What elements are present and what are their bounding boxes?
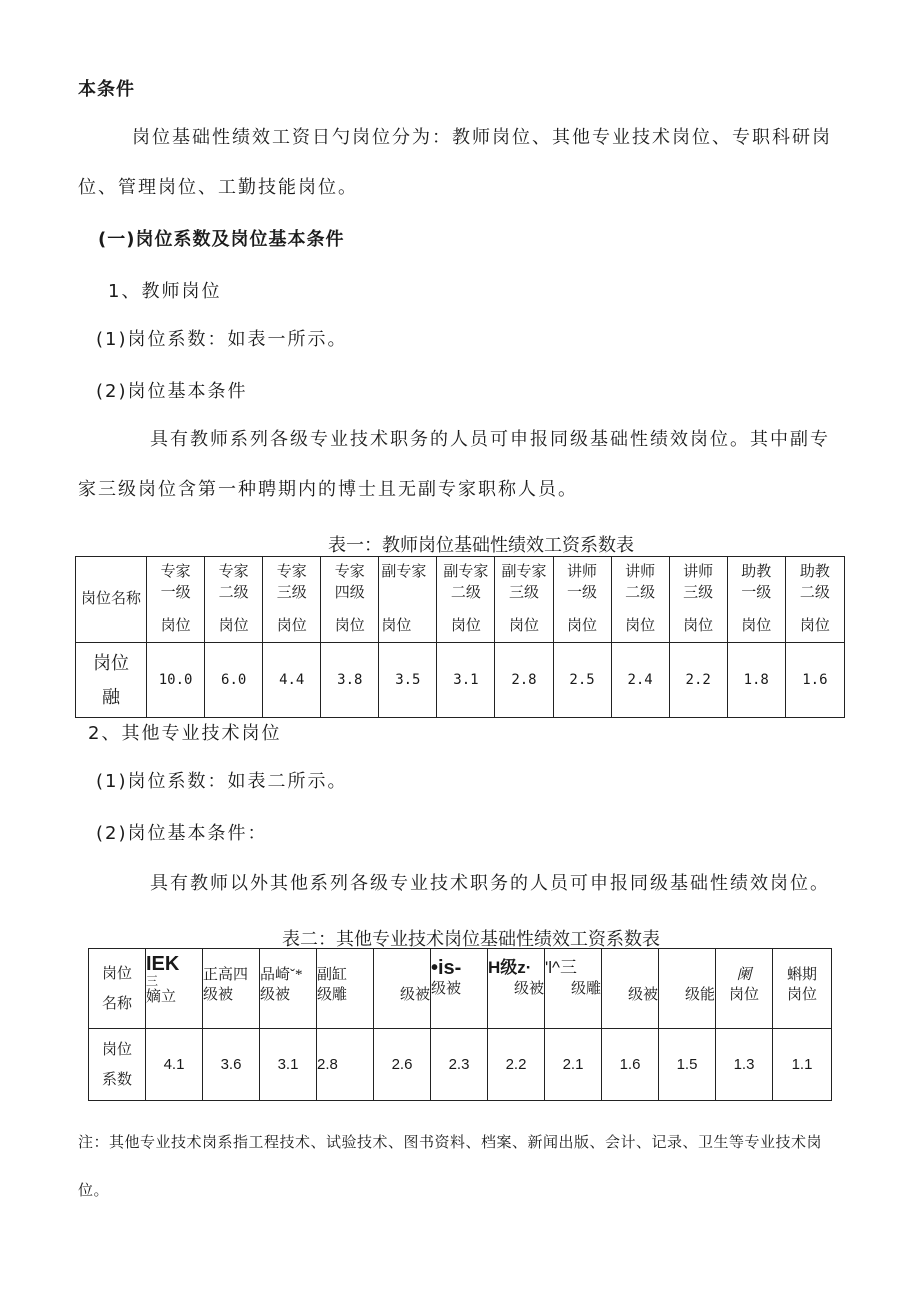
subsection-2-title: 2、其他专业技术岗位 (88, 723, 282, 744)
table-1-col-header: 专家 三级 岗位 (263, 557, 321, 643)
table-1-col-header: 助教 二级 岗位 (785, 557, 844, 643)
table-2-value-cell: 1.6 (602, 1029, 659, 1101)
table-2-col-header: 级被 (602, 949, 659, 1029)
table-2-value-cell: 2.1 (545, 1029, 602, 1101)
table-1-value-row (76, 643, 845, 718)
table-2-col-header: 'l^三 级雕 (545, 949, 602, 1029)
table-1-col-header: 专家 四级 岗位 (321, 557, 379, 643)
table-1-value-cell: 2.4 (611, 643, 669, 718)
table-2-value-label: 岗位 系数 (89, 1029, 146, 1101)
table-2-value-cell: 2.2 (488, 1029, 545, 1101)
table-1-value-cell: 3.1 (437, 643, 495, 718)
intro-paragraph-line-2: 位、管理岗位、工勤技能岗位。 (78, 177, 358, 198)
table-2-col-header: 阑 岗位 (716, 949, 773, 1029)
table-2-col-header: IEK 三 嫡立 (146, 949, 203, 1029)
table-1-col-header: 讲师 二级 岗位 (611, 557, 669, 643)
table-2-value-cell: 3.1 (260, 1029, 317, 1101)
table-1-col-header: 讲师 一级 岗位 (553, 557, 611, 643)
table-1-value-cell: 2.5 (553, 643, 611, 718)
table-1-col-header: 助教 一级 岗位 (727, 557, 785, 643)
table-1-row-header: 岗位名称 (76, 557, 147, 643)
table-2-row-header: 岗位 名称 (89, 949, 146, 1029)
footnote-line-1: 注：其他专业技术岗系指工程技术、试验技术、图书资料、档案、新闻出版、会计、记录、卫生等专业技术岗 (78, 1135, 823, 1151)
subsection-2-coefficient: (1)岗位系数：如表二所示。 (96, 771, 348, 792)
table-2-value-cell: 1.1 (773, 1029, 832, 1101)
subsection-1-coefficient: (1)岗位系数：如表一所示。 (96, 329, 348, 350)
table-1-value-cell: 6.0 (205, 643, 263, 718)
table-1-caption: 表一：教师岗位基础性绩效工资系数表 (328, 535, 634, 555)
table-2-value-cell: 2.8 (317, 1029, 374, 1101)
table-2-value-cell: 1.3 (716, 1029, 773, 1101)
table-2-col-header: 副缸 级雕 (317, 949, 374, 1029)
table-2-value-cell: 2.6 (374, 1029, 431, 1101)
table-2-value-cell: 2.3 (431, 1029, 488, 1101)
subsection-1-body-line-1: 具有教师系列各级专业技术职务的人员可申报同级基础性绩效岗位。其中副专 (150, 429, 830, 450)
table-2-col-header: •is- 级被 (431, 949, 488, 1029)
table-2-value-row (89, 1029, 832, 1101)
subsection-1-conditions-title: (2)岗位基本条件 (96, 381, 248, 402)
table-1-col-header: 副专家 岗位 (379, 557, 437, 643)
table-2-header-row (89, 949, 832, 1029)
subsection-2-body: 具有教师以外其他系列各级专业技术职务的人员可申报同级基础性绩效岗位。 (150, 873, 830, 894)
table-1-header-row (76, 557, 845, 643)
table-1-value-cell: 2.8 (495, 643, 553, 718)
table-2-col-header: 级被 (374, 949, 431, 1029)
subsection-1-body-line-2: 家三级岗位含第一种聘期内的博士且无副专家职称人员。 (78, 479, 578, 500)
table-1-value-cell: 4.4 (263, 643, 321, 718)
table-2-col-header: 级能 (659, 949, 716, 1029)
table-1-col-header: 专家 二级 岗位 (205, 557, 263, 643)
table-2-value-cell: 4.1 (146, 1029, 203, 1101)
table-1-col-header: 副专家 二级 岗位 (437, 557, 495, 643)
table-1-col-header: 讲师 三级 岗位 (669, 557, 727, 643)
section-title: (一)岗位系数及岗位基本条件 (98, 229, 345, 250)
table-2 (88, 948, 832, 1101)
footnote-line-2: 位。 (78, 1183, 110, 1199)
subsection-2-conditions-title: (2)岗位基本条件： (96, 823, 268, 844)
table-1-col-header: 专家 一级 岗位 (147, 557, 205, 643)
page-heading: 本条件 (78, 79, 135, 100)
table-1-col-header: 副专家 三级 岗位 (495, 557, 553, 643)
table-1-value-cell: 3.8 (321, 643, 379, 718)
table-1-value-cell: 1.8 (727, 643, 785, 718)
table-1-value-cell: 1.6 (785, 643, 844, 718)
table-2-value-cell: 1.5 (659, 1029, 716, 1101)
table-2-col-header: 蝌期 岗位 (773, 949, 832, 1029)
table-1-value-cell: 3.5 (379, 643, 437, 718)
table-1 (75, 556, 845, 718)
table-1-value-cell: 10.0 (147, 643, 205, 718)
intro-paragraph-line-1: 岗位基础性绩效工资日勺岗位分为：教师岗位、其他专业技术岗位、专职科研岗 (132, 127, 832, 148)
subsection-1-title: 1、教师岗位 (108, 281, 222, 302)
table-1-value-cell: 2.2 (669, 643, 727, 718)
table-2-value-cell: 3.6 (203, 1029, 260, 1101)
table-2-col-header: 品崎ˇ* 级被 (260, 949, 317, 1029)
table-2-caption: 表二：其他专业技术岗位基础性绩效工资系数表 (282, 929, 660, 949)
table-1-value-label: 岗位 融 (76, 643, 147, 718)
table-2-col-header: H级z· 级被 (488, 949, 545, 1029)
table-2-col-header: 正高四 级被 (203, 949, 260, 1029)
